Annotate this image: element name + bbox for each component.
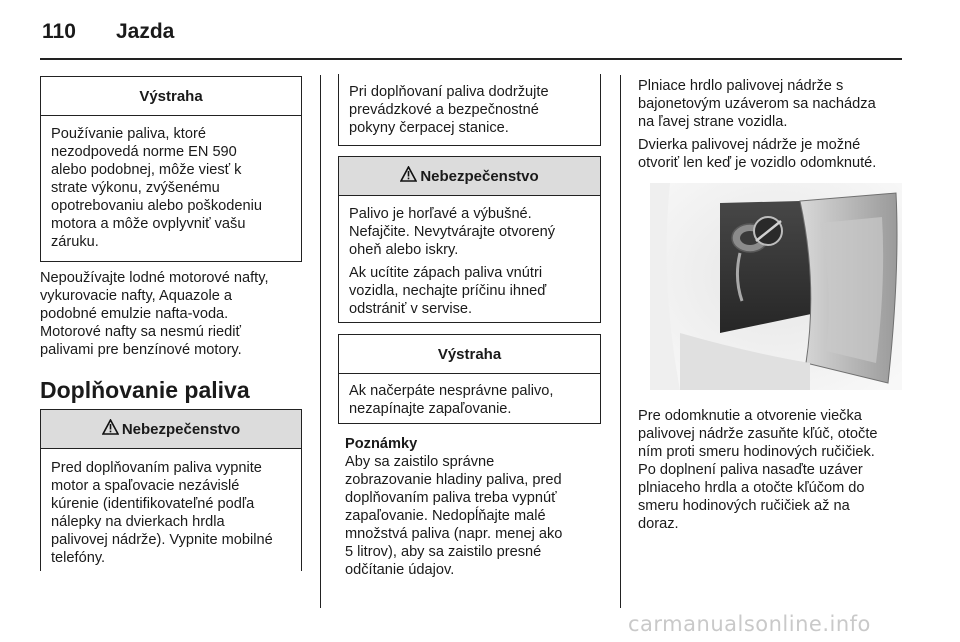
warning-box-title: Výstraha: [339, 335, 600, 374]
warning-triangle-icon: [400, 166, 417, 186]
warning-triangle-icon: [102, 419, 119, 439]
danger-box-refuelling: [40, 409, 302, 571]
danger-box-header: [41, 410, 301, 449]
warning-box-fuel-standard: [40, 76, 302, 262]
continued-box-body: Pri doplňovaní paliva dodržujte prevádzkové a bezpečnostné pokyny čerpacej stanice.: [349, 84, 549, 136]
note-block: Poznámky Aby sa zaistilo správne zobrazovanie hladiny paliva, pred doplňovaním paliva treba vypnúť zapaľovanie. Nedopĺňajte malé množstvá paliva (napr. menej ako 5 litrov), aby sa zaistilo presné odčítanie údajov.: [345, 435, 605, 579]
danger-paragraph-2: Ak ucítite zápach paliva vnútri vozidla, nechajte príčinu ihneď odstrániť v servise.: [349, 265, 547, 317]
fuel-door-paragraph: Dvierka palivovej nádrže je možné otvoriť len keď je vozidlo odomknuté.: [638, 137, 877, 171]
danger-box-title: Nebezpečenstvo: [420, 167, 539, 185]
column-divider-2: [620, 75, 621, 608]
danger-box-flammable: [338, 156, 601, 323]
note-title: Poznámky: [345, 436, 418, 452]
danger-box-body: Pred doplňovaním paliva vypnite motor a spaľovacie nezávislé kúrenie (identifikovateľné podľa nálepky na dvierkach hrdla palivovej nádrže). Vypnite mobilné telefóny.: [51, 460, 273, 566]
section-title: Jazda: [116, 20, 175, 43]
danger-box-header: [339, 157, 600, 196]
warning-box-wrong-fuel: [338, 334, 601, 424]
danger-box-continued: [338, 74, 601, 146]
danger-box-title: Nebezpečenstvo: [121, 420, 241, 438]
watermark-text: carmanualsonline.info: [628, 612, 871, 636]
section-heading: Doplňovanie paliva: [40, 377, 250, 403]
diesel-paragraph: Nepoužívajte lodné motorové nafty, vykurovacie nafty, Aquazole a podobné emulzie nafta-voda. Motorové nafty sa nesmú riediť palivami pre benzínové motory.: [40, 270, 269, 358]
column-divider-1: [320, 75, 321, 608]
danger-box-body: [339, 196, 600, 331]
unlock-paragraph: Pre odomknutie a otvorenie viečka palivovej nádrže zasuňte kľúč, otočte ním proti smeru hodinových ručičiek. Po doplnení paliva nasaďte uzáver plniaceho hrdla a otočte kľúčom do smeru hodinových ručičiek až na doraz.: [638, 408, 878, 532]
filler-neck-paragraph: Plniace hrdlo palivovej nádrže s bajonetovým uzáverom sa nachádza na ľavej strane vozidla.: [638, 78, 876, 130]
fuel-filler-photo: [650, 183, 902, 390]
warning-box-body: Ak načerpáte nesprávne palivo, nezapínajte zapaľovanie.: [349, 383, 554, 417]
warning-box-body: Používanie paliva, ktoré nezodpovedá norme EN 590 alebo podobnej, môže viesť k strate výkonu, zvýšenému opotrebovaniu alebo poškodeniu motora a môže ovplyvniť vašu záruku.: [51, 126, 262, 250]
page-number: 110: [42, 20, 76, 43]
danger-paragraph-1: Palivo je horľavé a výbušné. Nefajčite. Nevytvárajte otvorený oheň alebo iskry.: [349, 206, 556, 258]
warning-box-title: Výstraha: [41, 77, 301, 116]
header-divider: [40, 58, 902, 60]
